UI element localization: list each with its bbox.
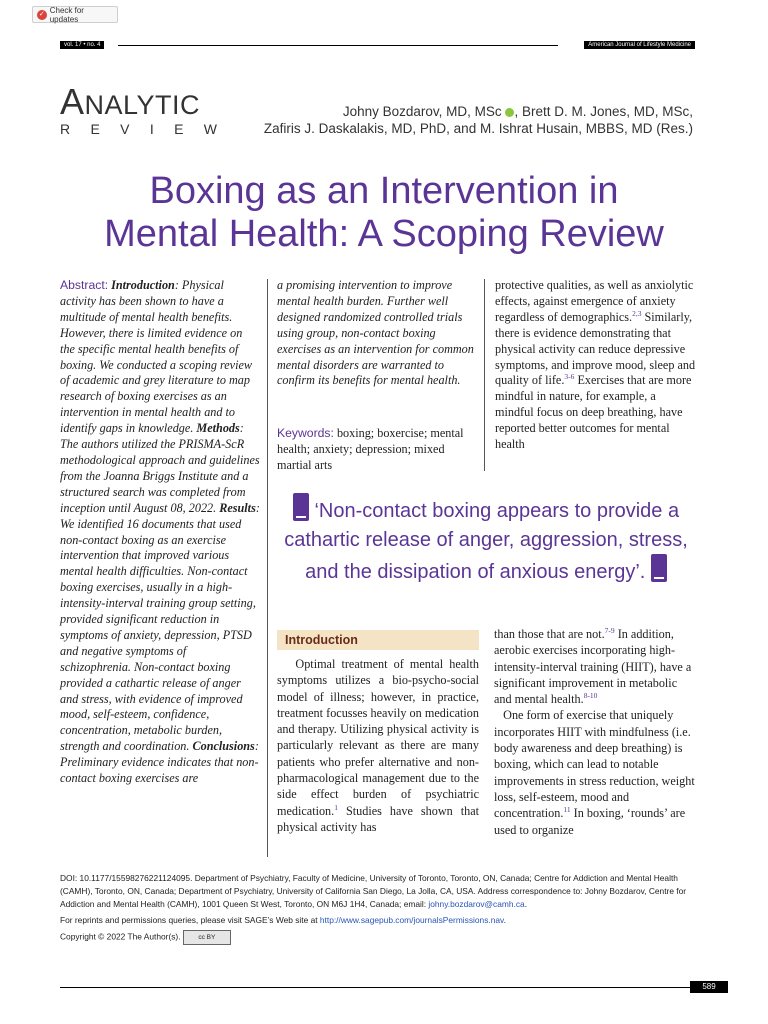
keywords-label: Keywords: <box>277 426 334 440</box>
body-text: In addition, aerobic exercises incorporating high-intensity-interval training (HIIT), have a significant improvement in metabolic and mental health. <box>494 627 692 707</box>
abstract-methods-label: Methods <box>196 421 240 436</box>
logo-letter: E <box>90 121 100 137</box>
logo-letter: W <box>203 121 217 137</box>
citation-link[interactable]: 11 <box>563 805 571 815</box>
punctuation: . <box>524 899 528 909</box>
footer-reprints <box>60 914 710 927</box>
body-column-bottom <box>494 626 696 838</box>
affiliations-text: DOI: 10.1177/15598276221124095. Department of Psychiatry, Faculty of Medicine, University of Toronto, Toronto, ON, Canada; Centre for Addiction and Mental Health (CAMH), Toronto, ON, Canada; Department of Psychiatry, University of California San Diego, La Jolla, CA, USA. Address correspondence to: Johny Bozdarov, Centre for Addiction and Mental Health (CAMH), 1001 Queen St West, Toronto, ON M6J 1H4, Canada; email: <box>60 873 687 909</box>
logo-letter: V <box>120 121 130 137</box>
citation-link[interactable]: 8-10 <box>583 691 598 701</box>
abstract-continued <box>277 278 479 389</box>
abstract-continued-text: a promising intervention to improve mental health burden. Further well designed randomized controlled trials using group, non-contact boxing exercises as an intervention for common mental disorders are warranted to confirm its benefits for mental health. <box>277 278 474 388</box>
co-authors-line2: Zafiris J. Daskalakis, MD, PhD, and M. Ishrat Husain, MBBS, MD (Res.) <box>263 121 693 136</box>
introduction-body <box>277 656 479 835</box>
check-updates-label: Check for updates <box>49 5 84 24</box>
citation-link[interactable]: 7-9 <box>604 625 615 635</box>
abstract-column <box>60 278 260 787</box>
body-text: One form of exercise that uniquely incorporates HIIT with mindfulness (i.e. body awareness and deep breathing) is boxing, which can lead to notable improvements in stress reduction, weight loss, self-esteem, mood and concentration. <box>494 708 695 821</box>
header-rule <box>118 45 558 46</box>
body-text: protective qualities, as well as anxiolytic effects, against emergence of anxiety regardless of demographics. <box>495 278 694 324</box>
body-text: Similarly, there is evidence demonstrating that physical activity can reduce depressive symptoms, and improve mood, sleep and quality of life. <box>495 309 696 388</box>
author-list <box>173 103 693 137</box>
logo-letter: I <box>149 121 154 137</box>
keywords-text: boxing; boxercise; mental health; anxiety; depression; mixed martial arts <box>277 426 464 472</box>
pull-quote-text: ‘Non-contact boxing appears to provide a cathartic release of anger, aggression, stress, and the dissipation of anxious energy’. <box>284 500 688 583</box>
abstract-intro-text: : Physical activity has been shown to have a multitude of mental health benefits. However, there is limited evidence on the specific mental health benefits of boxing. We conducted a scoping review of academic and grey literature to map research of boxing exercises as an intervention in mental health and to identify gaps in knowledge. <box>60 278 253 436</box>
title-line: Boxing as an Intervention in <box>149 170 619 212</box>
column-divider <box>267 279 268 857</box>
body-text: than those that are not. <box>494 627 605 641</box>
quote-open-icon <box>293 493 309 521</box>
introduction-heading: Introduction <box>285 633 358 647</box>
check-updates-icon: ✓ <box>38 10 45 18</box>
article-title <box>40 170 728 256</box>
copyright-text: Copyright © 2022 The Author(s). <box>60 931 181 942</box>
volume-label: vol. 17 • no. 4 <box>60 41 104 49</box>
abstract-results-text: : We identified 16 documents that used non-contact boxing as an exercise intervention that improved various mental health difficulties. Non-contact boxing exercises, usually in a high-intensity-interval training group setting, provided significant reduction in symptoms of anxiety, depression, PTSD and negative symptoms of schizophrenia. Non-contact boxing provided a cathartic release of anger and stress, with evidence of improved mood, self-esteem, confidence, concentration, metabolic burden, strength and coordination. <box>60 500 260 754</box>
cc-license-icon[interactable]: cc BY <box>183 930 231 945</box>
citation-link[interactable]: 2,3 <box>632 308 642 318</box>
abstract-conclusions-text: : Preliminary evidence indicates that non-contact boxing exercises are <box>60 739 259 786</box>
keywords <box>277 426 479 474</box>
logo-rest: NALYTIC <box>84 90 201 120</box>
body-column-top <box>495 278 697 453</box>
footer-copyright <box>60 930 710 945</box>
body-text: In boxing, ‘rounds’ are used to organize <box>494 806 686 837</box>
abstract-intro-label: Introduction <box>111 278 175 292</box>
title-line: Mental Health: A Scoping Review <box>104 213 664 255</box>
body-text: Exercises that are more mindful in nature, for example, a mindful focus on deep breathing, have reported better outcomes for mental health <box>495 373 692 452</box>
co-authors-line1: , Brett D. M. Jones, MD, MSc, <box>514 104 693 119</box>
running-header <box>60 41 695 49</box>
page-rule <box>60 987 690 988</box>
abstract-conclusions-label: Conclusions <box>192 739 255 754</box>
body-text: Optimal treatment of mental health symptoms utilizes a bio-psycho-social model of illness; however, in practice, treatment focusses heavily on medication and therapy. Utilizing physical activity is particularly relevant as there are many patients who prefer alternative and non-pharmacological management due to the side effect burden of psychiatric medication. <box>277 657 479 818</box>
logo-letter: R <box>60 121 71 137</box>
page-number: 589 <box>690 981 728 993</box>
body-text: Studies have shown that physical activity has <box>277 803 479 834</box>
abstract-methods-text: : The authors utilized the PRISMA-ScR methodological approach and guidelines from the Joanna Briggs Institute and a structured search was completed from inception until August 08, 2022. <box>60 421 260 515</box>
logo-letter: E <box>174 121 184 137</box>
check-for-updates-badge[interactable] <box>32 6 118 23</box>
reprints-text: For reprints and permissions queries, please visit SAGE’s Web site at <box>60 915 320 925</box>
abstract-results-label: Results <box>219 500 256 515</box>
quote-close-icon <box>651 554 667 582</box>
introduction-heading-box <box>277 630 479 650</box>
permissions-link[interactable]: http://www.sagepub.com/journalsPermissions.nav <box>319 915 504 925</box>
footer-affiliations <box>60 872 710 911</box>
logo-first-letter: A <box>60 81 85 122</box>
pull-quote <box>280 493 692 587</box>
citation-link[interactable]: 3-6 <box>564 372 575 382</box>
column-divider <box>484 279 485 471</box>
first-author: Johny Bozdarov, MD, MSc <box>342 104 502 119</box>
punctuation: . <box>503 915 506 925</box>
article-footer <box>60 872 710 945</box>
email-link[interactable]: johny.bozdarov@camh.ca <box>428 899 525 909</box>
abstract-label: Abstract: <box>60 278 109 292</box>
journal-name: American Journal of Lifestyle Medicine <box>584 41 695 49</box>
citation-link[interactable]: 1 <box>334 802 338 812</box>
